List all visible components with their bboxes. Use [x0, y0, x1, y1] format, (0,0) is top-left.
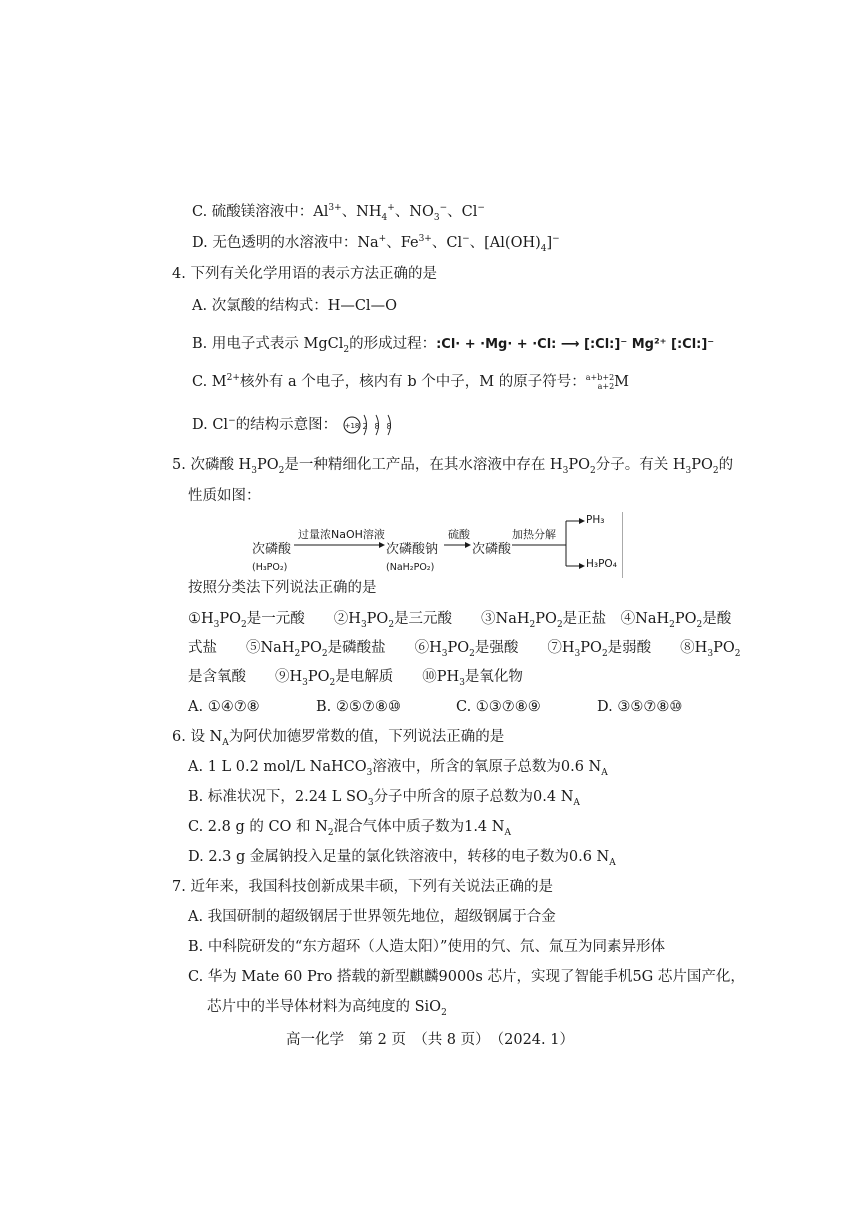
q6-option-d: D. 2.3 g 金属钠投入足量的氯化铁溶液中，转移的电子数为0.6 $N_A$: [188, 849, 616, 868]
q6-option-c: C. 2.8 g 的 CO 和 $N_2$混合气体中质子数为1.4 $N_A$: [188, 819, 511, 838]
q5-statements-line2: 式盐 $⑤NaH_2PO_2$是磷酸盐 $⑥H_3PO_2$是强酸 $⑦H_3PO_2$是弱酸 $⑧H_3PO_2$: [188, 640, 741, 659]
q7-option-b: B. 中科院研发的“东方超环（人造太阳）”使用的氕、氘、氚互为同素异形体: [188, 939, 665, 955]
flow-arrow-1-label: 过量浓NaOH溶液: [298, 528, 385, 541]
flow-node-2-formula: (NaH₂PO₂): [386, 562, 435, 573]
q7-option-a: A. 我国研制的超级钢居于世界领先地位，超级钢属于合金: [188, 909, 556, 925]
q5-option-b: B. ②⑤⑦⑧⑩: [316, 699, 401, 715]
q4-option-c: C. $M^{2+}$核外有 a 个电子，核内有 b 个中子，M 的原子符号：a+b+2 a+2M: [192, 373, 630, 391]
q7-stem: 7. 近年来，我国科技创新成果丰硕，下列有关说法正确的是: [172, 879, 553, 895]
q6-stem: 6. 设 $N_A$为阿伏加德罗常数的值，下列说法正确的是: [172, 729, 505, 748]
q5-stem-line1: 5. 次磷酸 $H_3PO_2$是一种精细化工产品，在其水溶液中存在 $H_3PO_2$分子。有关 $H_3PO_2$的: [172, 457, 734, 476]
q6-option-a: A. 1 L 0.2 mol/L NaHCO$_3$溶液中，所含的氧原子总数为0.6 $N_A$: [188, 759, 608, 778]
q5-option-a: A. ①④⑦⑧: [188, 699, 260, 715]
electron-dot-formula: :Cl· + ·Mg· + ·Cl: ⟶ [:Cl:]⁻ Mg²⁺ [:Cl:]⁻: [436, 337, 715, 352]
phosphinic-acid-flowchart: [246, 512, 623, 578]
flow-product-2: H₃PO₄: [586, 558, 617, 570]
q4-option-a: A. 次氯酸的结构式：H—Cl—O: [192, 298, 397, 314]
flow-product-1: PH₃: [586, 514, 605, 526]
flow-arrows: [246, 512, 622, 578]
flow-node-1: 次磷酸: [252, 542, 292, 557]
q6-option-b: B. 标准状况下，2.24 L $SO_3$分子中所含的原子总数为0.4 $N_A$: [188, 789, 580, 808]
q5-stem-line3: 按照分类法下列说法正确的是: [188, 580, 377, 596]
q7-option-c-line2: 芯片中的半导体材料为高纯度的 SiO$_2$: [207, 999, 447, 1018]
q4-option-b: B. 用电子式表示 MgCl$_2$的形成过程：:Cl· + ·Mg· + ·Cl: ⟶ [:Cl:]⁻ Mg²⁺ [:Cl:]⁻: [192, 336, 715, 355]
shell-2-count: 8: [374, 422, 380, 431]
q5-option-c: C. ①③⑦⑧⑨: [456, 699, 541, 715]
q7-option-c-line1: C. 华为 Mate 60 Pro 搭载的新型麒麟9000s 芯片，实现了智能手机5G 芯片国产化，: [188, 969, 745, 985]
q5-statements-line1: $①H_3PO_2$是一元酸 $②H_3PO_2$是三元酸 $③NaH_2PO_2$是正盐 $④NaH_2PO_2$是酸: [188, 611, 732, 630]
flow-arrow-3-label: 加热分解: [512, 528, 556, 541]
flow-node-1-formula: (H₃PO₂): [252, 562, 288, 573]
q5-statements-line3: 是含氧酸 $⑨H_3PO_2$是电解质 $⑩PH_3$是氧化物: [188, 669, 523, 688]
q3-option-c: C. 硫酸镁溶液中：$Al^{3+}$、$NH_4^+$、$NO_3^-$、Cl−: [192, 203, 485, 223]
q4-option-d: D. Cl−的结构示意图： +18 2 8 8: [192, 412, 402, 438]
shell-1-count: 2: [362, 422, 368, 431]
q5-stem-line2: 性质如图：: [188, 488, 261, 504]
q4-stem: 4. 下列有关化学用语的表示方法正确的是: [172, 266, 437, 282]
nucleus-label: +18: [344, 422, 360, 430]
flow-node-3: 次磷酸: [472, 542, 512, 557]
flow-node-2: 次磷酸钠: [386, 542, 439, 557]
page-footer: 高一化学 第 2 页 （共 8 页） （2024. 1）: [286, 1032, 574, 1048]
chlorine-ion-structure-diagram: [342, 412, 402, 438]
q3-option-d: D. 无色透明的水溶液中：Na+、$Fe^{3+}$、Cl−、$[Al(OH)_4]^-$: [192, 234, 560, 254]
q5-option-d: D. ③⑤⑦⑧⑩: [597, 699, 683, 715]
flow-arrow-2-label: 硫酸: [448, 528, 470, 541]
shell-3-count: 8: [386, 422, 392, 431]
